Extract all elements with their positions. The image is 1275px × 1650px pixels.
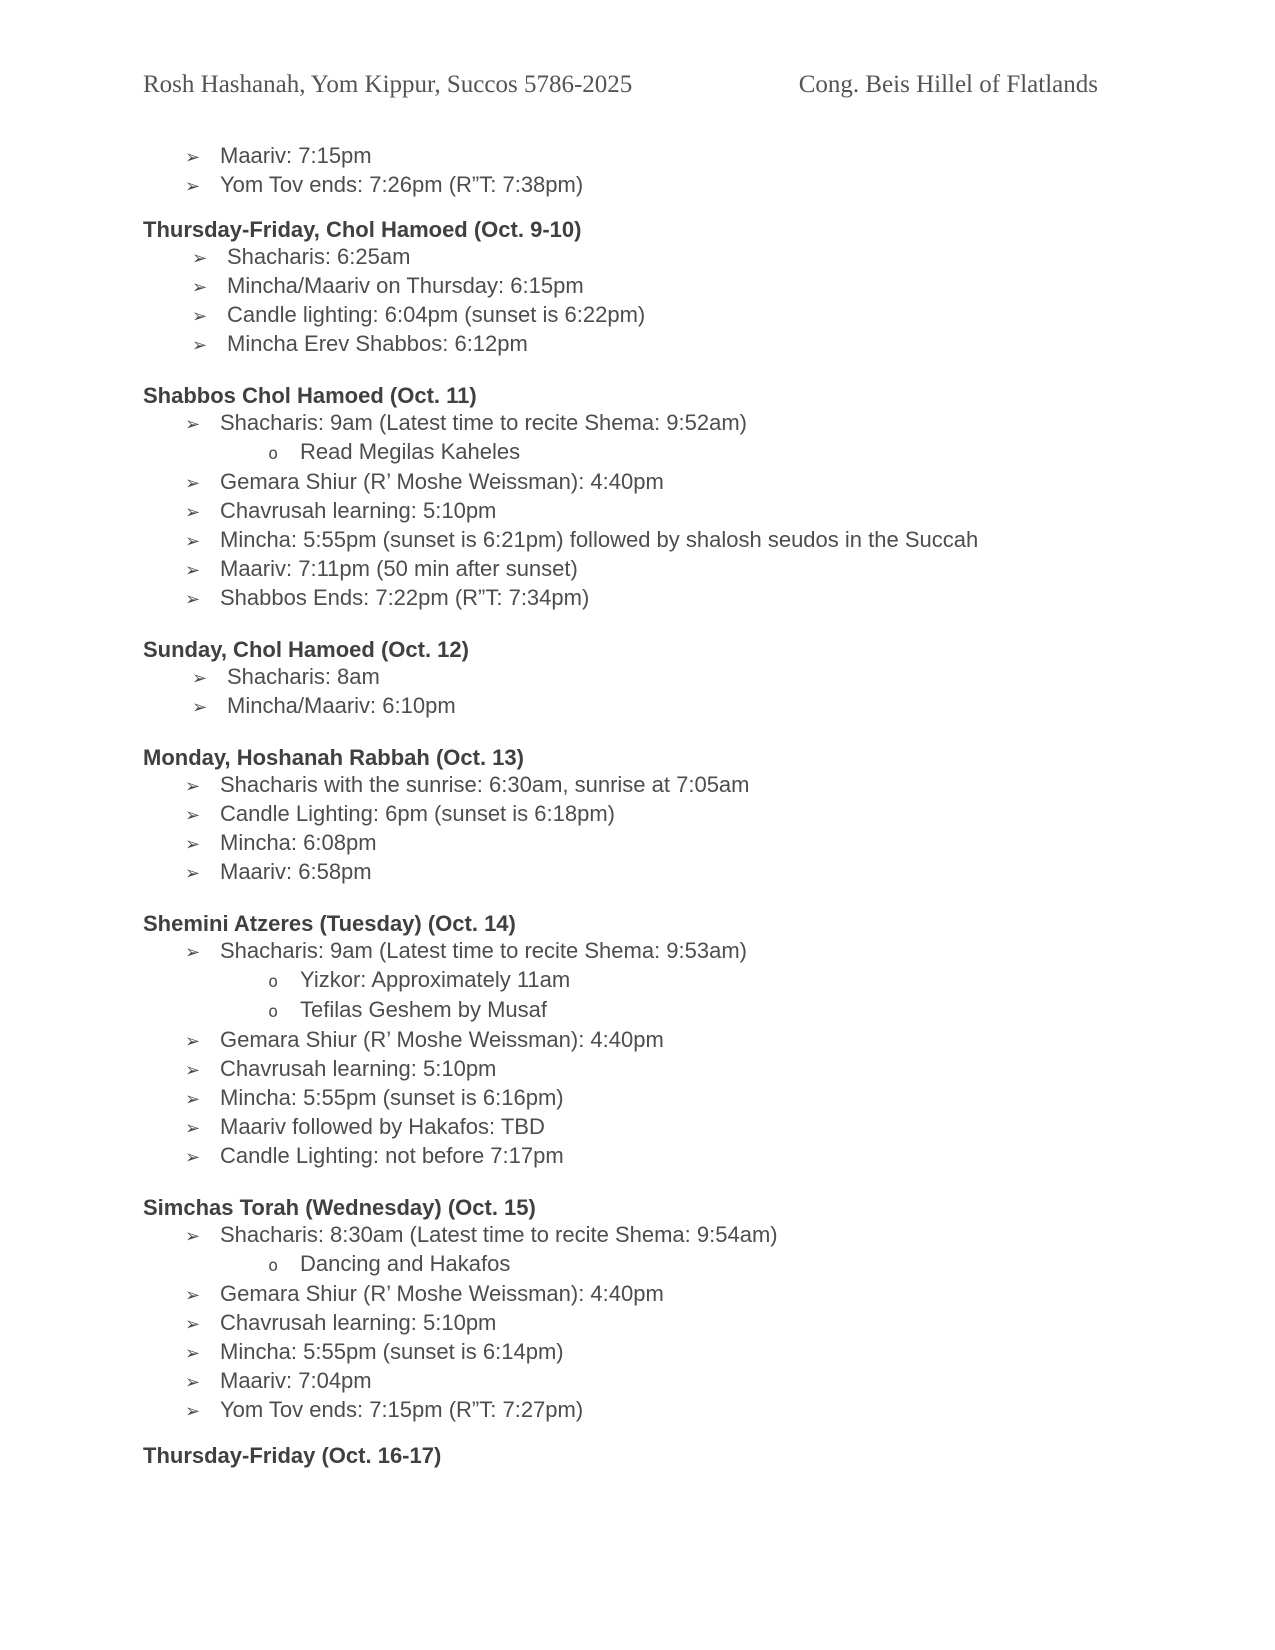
arrow-bullet-icon: ➢ [192,248,208,269]
arrow-bullet-icon: ➢ [185,1226,201,1247]
schedule-item-text: Tefilas Geshem by Musaf [300,997,547,1022]
arrow-bullet-icon: ➢ [185,1147,201,1168]
schedule-item [143,1309,1125,1338]
schedule-item-text: Candle Lighting: 6pm (sunset is 6:18pm) [220,801,615,826]
schedule-item-text: Mincha/Maariv: 6:10pm [227,693,456,718]
schedule-item [143,996,1125,1026]
schedule-item [143,555,1125,584]
schedule-section [143,910,1125,1171]
arrow-bullet-icon: ➢ [192,335,208,356]
arrow-bullet-icon: ➢ [185,1343,201,1364]
schedule-item [143,1280,1125,1309]
schedule-item [143,800,1125,829]
schedule-item-text: Shacharis: 6:25am [227,244,411,269]
schedule-section [143,1194,1125,1425]
schedule-item-text: Chavrusah learning: 5:10pm [220,1310,497,1335]
schedule-item [143,1396,1125,1425]
arrow-bullet-icon: ➢ [185,1314,201,1335]
schedule-item-text: Gemara Shiur (R’ Moshe Weissman): 4:40pm [220,1281,664,1306]
arrow-bullet-icon: ➢ [185,1285,201,1306]
schedule-item-text: Mincha Erev Shabbos: 6:12pm [227,331,528,356]
arrow-bullet-icon: ➢ [192,277,208,298]
schedule-item-text: Maariv: 6:58pm [220,859,372,884]
arrow-bullet-icon: ➢ [185,942,201,963]
arrow-bullet-icon: ➢ [185,1060,201,1081]
section-heading: Shabbos Chol Hamoed (Oct. 11) [143,383,477,408]
schedule-item [143,1221,1125,1250]
circle-bullet-icon: o [268,444,279,464]
schedule-item-text: Dancing and Hakafos [300,1251,511,1276]
schedule-item-text: Shacharis: 8:30am (Latest time to recite Shema: 9:54am) [220,1222,778,1247]
arrow-bullet-icon: ➢ [192,306,208,327]
schedule-item [143,937,1125,966]
schedule-item [143,692,1125,721]
schedule-item-text: Gemara Shiur (R’ Moshe Weissman): 4:40pm [220,469,664,494]
section-heading: Thursday-Friday, Chol Hamoed (Oct. 9-10) [143,217,582,242]
schedule-item-text: Chavrusah learning: 5:10pm [220,498,497,523]
section-heading: Monday, Hoshanah Rabbah (Oct. 13) [143,745,524,770]
arrow-bullet-icon: ➢ [185,589,201,610]
arrow-bullet-icon: ➢ [185,1118,201,1139]
circle-bullet-icon: o [268,1256,279,1276]
section-heading: Shemini Atzeres (Tuesday) (Oct. 14) [143,911,516,936]
schedule-item [143,243,1125,272]
schedule-item-text: Mincha: 5:55pm (sunset is 6:16pm) [220,1085,564,1110]
section-heading: Simchas Torah (Wednesday) (Oct. 15) [143,1195,536,1220]
arrow-bullet-icon: ➢ [192,697,208,718]
schedule-item-text: Shacharis: 9am (Latest time to recite Shema: 9:53am) [220,938,748,963]
page-header [143,70,1125,100]
schedule-item [143,858,1125,887]
schedule-item [143,272,1125,301]
schedule-item [143,1026,1125,1055]
circle-bullet-icon: o [268,972,279,992]
schedule-item [143,171,1125,200]
schedule-item [143,438,1125,468]
schedule-item-text: Candle lighting: 6:04pm (sunset is 6:22pm) [227,302,646,327]
arrow-bullet-icon: ➢ [185,863,201,884]
schedule-item-text: Mincha: 5:55pm (sunset is 6:21pm) followed by shalosh seudos in the Succah [220,527,979,552]
schedule-item [143,1367,1125,1396]
schedule-item [143,1113,1125,1142]
arrow-bullet-icon: ➢ [185,531,201,552]
document-body [143,142,1125,1469]
arrow-bullet-icon: ➢ [192,668,208,689]
arrow-bullet-icon: ➢ [185,1401,201,1422]
schedule-item-text: Mincha: 5:55pm (sunset is 6:14pm) [220,1339,564,1364]
schedule-item-text: Shacharis with the sunrise: 6:30am, sunrise at 7:05am [220,772,750,797]
circle-bullet-icon: o [268,1002,279,1022]
arrow-bullet-icon: ➢ [185,147,201,168]
arrow-bullet-icon: ➢ [185,414,201,435]
schedule-section [143,636,1125,721]
schedule-item [143,1084,1125,1113]
schedule-section [143,216,1125,359]
schedule-item-text: Yizkor: Approximately 11am [300,967,571,992]
schedule-item [143,663,1125,692]
header-title-left: Rosh Hashanah, Yom Kippur, Succos 5786-2025 [143,71,633,98]
schedule-section [143,382,1125,613]
arrow-bullet-icon: ➢ [185,1089,201,1110]
schedule-item-text: Shacharis: 8am [227,664,380,689]
schedule-item [143,829,1125,858]
schedule-item-text: Candle Lighting: not before 7:17pm [220,1143,564,1168]
schedule-item [143,1338,1125,1367]
header-title-right: Cong. Beis Hillel of Flatlands [798,71,1098,98]
arrow-bullet-icon: ➢ [185,805,201,826]
schedule-item-text: Gemara Shiur (R’ Moshe Weissman): 4:40pm [220,1027,664,1052]
schedule-item [143,468,1125,497]
arrow-bullet-icon: ➢ [185,776,201,797]
schedule-item-text: Mincha: 6:08pm [220,830,377,855]
arrow-bullet-icon: ➢ [185,560,201,581]
section-heading: Thursday-Friday (Oct. 16-17) [143,1443,442,1468]
schedule-item [143,301,1125,330]
schedule-item-text: Mincha/Maariv on Thursday: 6:15pm [227,273,584,298]
arrow-bullet-icon: ➢ [185,473,201,494]
schedule-item-text: Maariv: 7:04pm [220,1368,372,1393]
schedule-item-text: Shacharis: 9am (Latest time to recite Shema: 9:52am) [220,410,748,435]
arrow-bullet-icon: ➢ [185,176,201,197]
schedule-item-text: Yom Tov ends: 7:26pm (R”T: 7:38pm) [220,172,584,197]
schedule-item [143,497,1125,526]
arrow-bullet-icon: ➢ [185,834,201,855]
schedule-item-text: Maariv followed by Hakafos: TBD [220,1114,545,1139]
schedule-item [143,1055,1125,1084]
schedule-item [143,1250,1125,1280]
schedule-item [143,966,1125,996]
schedule-item [143,584,1125,613]
schedule-item [143,771,1125,800]
schedule-item [143,330,1125,359]
schedule-item-text: Chavrusah learning: 5:10pm [220,1056,497,1081]
schedule-item-text: Shabbos Ends: 7:22pm (R”T: 7:34pm) [220,585,590,610]
schedule-item [143,1142,1125,1171]
section-heading: Sunday, Chol Hamoed (Oct. 12) [143,637,469,662]
arrow-bullet-icon: ➢ [185,1372,201,1393]
arrow-bullet-icon: ➢ [185,1031,201,1052]
arrow-bullet-icon: ➢ [185,502,201,523]
schedule-item [143,142,1125,171]
schedule-item-text: Yom Tov ends: 7:15pm (R”T: 7:27pm) [220,1397,584,1422]
schedule-item-text: Read Megilas Kaheles [300,439,521,464]
schedule-item-text: Maariv: 7:15pm [220,143,372,168]
schedule-item-text: Maariv: 7:11pm (50 min after sunset) [220,556,578,581]
schedule-item [143,409,1125,438]
schedule-item [143,526,1125,555]
schedule-section [143,744,1125,887]
